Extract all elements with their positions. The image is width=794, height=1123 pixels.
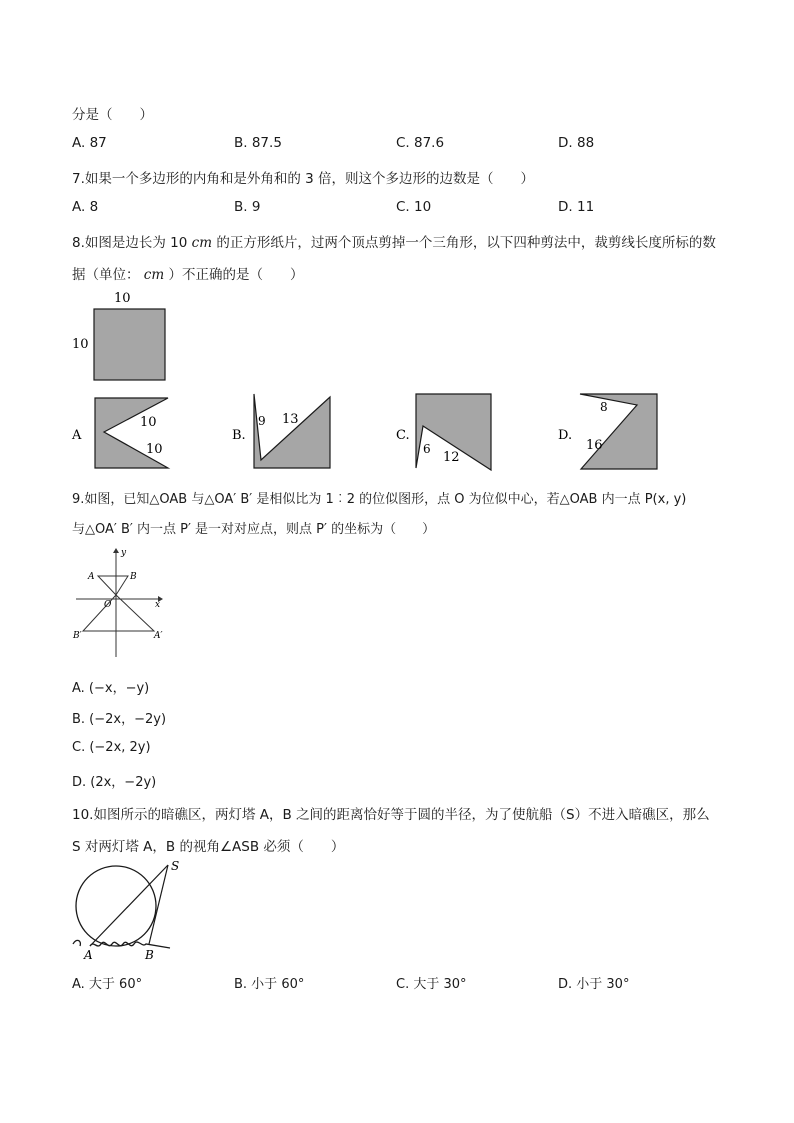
q8-option-b-figure xyxy=(232,390,342,475)
q8-stem-line1 xyxy=(72,231,716,251)
q8-stem-part-b: 的正方形纸片，过两个顶点剪掉一个三角形，以下四种剪法中，裁剪线长度所标的数 xyxy=(216,235,716,251)
q9-option-c: C. (−2x, 2y) xyxy=(72,740,151,755)
q8-unit: cm xyxy=(191,235,213,251)
q7-stem: 7.如果一个多边形的内角和是外角和的 3 倍，则这个多边形的边数是（ ） xyxy=(72,171,535,187)
q8-square-side-label: 10 xyxy=(72,337,89,352)
q8-option-b-letter: B. xyxy=(232,428,246,443)
q9-stem-line1: 9.如图，已知△OAB 与△OA′ B′ 是相似比为 1︰2 的位似图形，点 O 为位似中心，若△OAB 内一点 P(x, y) xyxy=(72,492,687,507)
q9-stem-line2: 与△OA′ B′ 内一点 P′ 是一对对应点，则点 P′ 的坐标为（ ） xyxy=(72,522,436,537)
q9-label-a: A xyxy=(88,572,95,582)
q8-option-d-figure xyxy=(558,390,668,475)
q7-option-d: D. 11 xyxy=(558,199,595,215)
q8-option-a-len2: 10 xyxy=(146,442,163,457)
q8-option-a-shape xyxy=(95,398,168,468)
q9-coordinate-figure xyxy=(68,545,168,663)
q8-option-b-len2: 13 xyxy=(282,412,299,427)
q8-option-c-figure xyxy=(396,390,506,475)
q10-option-c: C. 大于 30° xyxy=(396,977,467,992)
q8-option-c-len1: 6 xyxy=(423,442,431,456)
q10-label-b: B xyxy=(145,948,154,960)
q8-option-c-letter: C. xyxy=(396,428,410,443)
q7-option-b: B. 9 xyxy=(234,199,261,215)
q10-reef-figure xyxy=(70,858,182,960)
q6-option-d: D. 88 xyxy=(558,135,595,151)
q8-option-a-len1: 10 xyxy=(140,415,157,430)
q8-option-d-len1: 8 xyxy=(600,400,608,414)
q9-y-arrow-icon xyxy=(113,548,119,553)
q8-stem-line2 xyxy=(72,263,303,283)
q8-option-a-letter: A xyxy=(72,428,82,443)
q8-stem-part-a: 8.如图是边长为 10 xyxy=(72,235,188,251)
q9-label-o: O xyxy=(104,600,112,610)
q9-small-triangle xyxy=(98,576,128,595)
q8-option-d-shape xyxy=(580,394,657,469)
q8-option-d-len2: 16 xyxy=(586,438,603,453)
q10-label-a: A xyxy=(84,948,93,960)
q9-label-b-prime: B′ xyxy=(73,631,82,641)
q7-option-a: A. 8 xyxy=(72,199,99,215)
q10-option-a: A. 大于 60° xyxy=(72,977,143,992)
q9-option-b: B. (−2x，−2y) xyxy=(72,712,167,727)
q8-option-d-letter: D. xyxy=(558,428,573,443)
q9-y-label: y xyxy=(121,548,127,558)
q10-reef-wave xyxy=(73,940,170,948)
q9-x-label: x xyxy=(155,600,161,610)
q10-line-sb xyxy=(149,865,168,944)
q8-option-a-figure xyxy=(70,390,180,475)
q7-option-c: C. 10 xyxy=(396,199,432,215)
q9-label-a-prime: A′ xyxy=(154,631,163,641)
q10-option-b: B. 小于 60° xyxy=(234,977,305,992)
q9-option-d: D. (2x，−2y) xyxy=(72,775,157,790)
q9-label-b: B xyxy=(130,572,137,582)
q8-option-c-len2: 12 xyxy=(443,450,460,465)
q8-square xyxy=(94,309,165,380)
q9-option-a: A. (−x，−y) xyxy=(72,681,150,696)
q8-stem-part-d: ）不正确的是（ ） xyxy=(168,267,304,283)
q10-option-d: D. 小于 30° xyxy=(558,977,630,992)
q6-option-a: A. 87 xyxy=(72,135,107,151)
q10-reef-circle xyxy=(76,866,156,946)
q8-option-b-len1: 9 xyxy=(258,414,266,428)
q10-stem-line1: 10.如图所示的暗礁区，两灯塔 A，B 之间的距离恰好等于圆的半径，为了使航船（S）不进入暗礁区，那么 xyxy=(72,807,710,823)
q8-square-top-label: 10 xyxy=(114,291,131,306)
q10-label-s: S xyxy=(171,859,180,873)
q6-stem-tail: 分是（ ） xyxy=(72,107,153,123)
q10-stem-line2: S 对两灯塔 A，B 的视角∠ASB 必须（ ） xyxy=(72,839,345,855)
q8-unit-2: cm xyxy=(143,267,165,283)
q6-option-b: B. 87.5 xyxy=(234,135,282,151)
q6-option-c: C. 87.6 xyxy=(396,135,445,151)
q9-large-triangle xyxy=(83,595,154,631)
q8-stem-part-c: 据（单位： xyxy=(72,267,140,283)
q8-square-figure xyxy=(66,286,176,386)
